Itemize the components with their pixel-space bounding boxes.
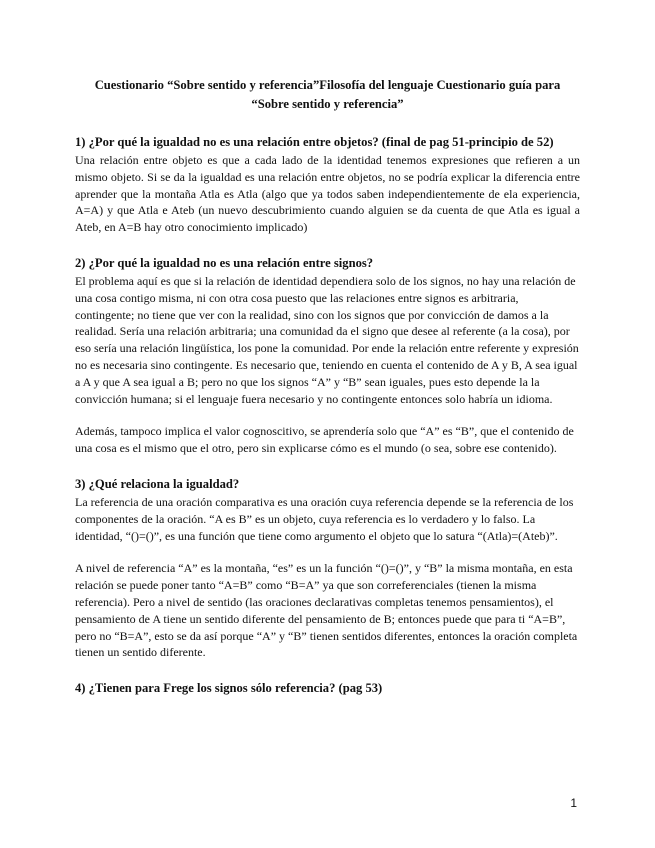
paragraph-spacer <box>75 407 580 423</box>
page-number: 1 <box>570 796 577 810</box>
section-spacer <box>75 236 580 254</box>
answer-3-paragraph-2: A nivel de referencia “A” es la montaña, “es” es un la función “()=()”, y “B” la misma montaña, en esta relación se puede poner tanto “A=B” como “B=A” ya que son correferenciales (tienen la misma referencia). Pero a nivel de sentido (las oraciones declarativas completas tenemos pensamientos), el pensamiento de A tiene un sentido diferente del pensamiento de B; entonces puede que para ti “A=B”, pero no “B=A”, esto se da así porque “A” y “B” tienen sentidos diferentes, entonces la oración completa tienen un sentido diferente. <box>75 561 578 660</box>
answer-2-paragraph-2: Además, tampoco implica el valor cognoscitivo, se aprendería solo que “A” es “B”, que el contenido de una cosa es el mismo que el otro, pero sin explicarse cómo es el mundo (o sea, sobre ese contenido). <box>75 424 574 456</box>
document-page <box>75 76 580 698</box>
answer-3-paragraph-1: La referencia de una oración comparativa es una oración cuya referencia depende se la referencia de los componentes de la oración. “A es B” es un objeto, cuya referencia es lo verdadero y lo falso. La identidad, “()=()”, es una función que tiene como argumento el objeto que lo satura “(Atla)=(Ateb)”. <box>75 494 574 543</box>
section-spacer <box>75 457 580 475</box>
question-2-heading: 2) ¿Por qué la igualdad no es una relación entre signos? <box>75 255 374 270</box>
document-title: Cuestionario “Sobre sentido y referencia”Filosofía del lenguaje Cuestionario guía para “Sobre sentido y referencia” <box>94 78 561 111</box>
answer-1-paragraph-1: Una relación entre objeto es que a cada lado de la identidad tenemos expresiones que refieren a un mismo objeto. Si se da la igualdad es una relación entre objetos, no se podría explicar la diferencia entre aprender que la montaña Atla es Atla (algo que ya todos saben independientemente de ela experiencia, A=A) y que Atla e Ateb (un nuevo descubrimiento cuando alguien se da cuenta de que Atla es igual a Ateb, en A=B hay otro conocimiento implicado) <box>75 153 580 235</box>
section-spacer <box>75 661 580 679</box>
paragraph-spacer <box>75 544 580 560</box>
question-3-heading: 3) ¿Qué relaciona la igualdad? <box>75 476 240 491</box>
answer-2-paragraph-1: El problema aquí es que si la relación de identidad dependiera solo de los signos, no hay una relación de una cosa contigo misma, ni con otra cosa puesto que las relaciones entre signos es arbitraria, contingente; no tiene que ver con la realidad, sino con los signos que por convicción de damos a la realidad. Sería una relación arbitraria; una comunidad da el signo que desee al referente (a la cosa), por eso sería una relación lingüística, los pone la comunidad. Por ende la relación entre referente y expresión no es necesaria sino contingente. Es necesario que, teniendo en cuenta el contenido de A y B, A sea igual a A y que A sea igual a B; pero no que los signos “A” y “B” sean iguales, pues esto depende la la convicción humana; si el lenguaje fuera necesario y no contingente entonces solo habría un idioma. <box>75 273 579 406</box>
question-4-heading: 4) ¿Tienen para Frege los signos sólo referencia? (pag 53) <box>75 681 383 696</box>
question-1-heading: 1) ¿Por qué la igualdad no es una relación entre objetos? (final de pag 51-principio de 52) <box>75 135 554 149</box>
